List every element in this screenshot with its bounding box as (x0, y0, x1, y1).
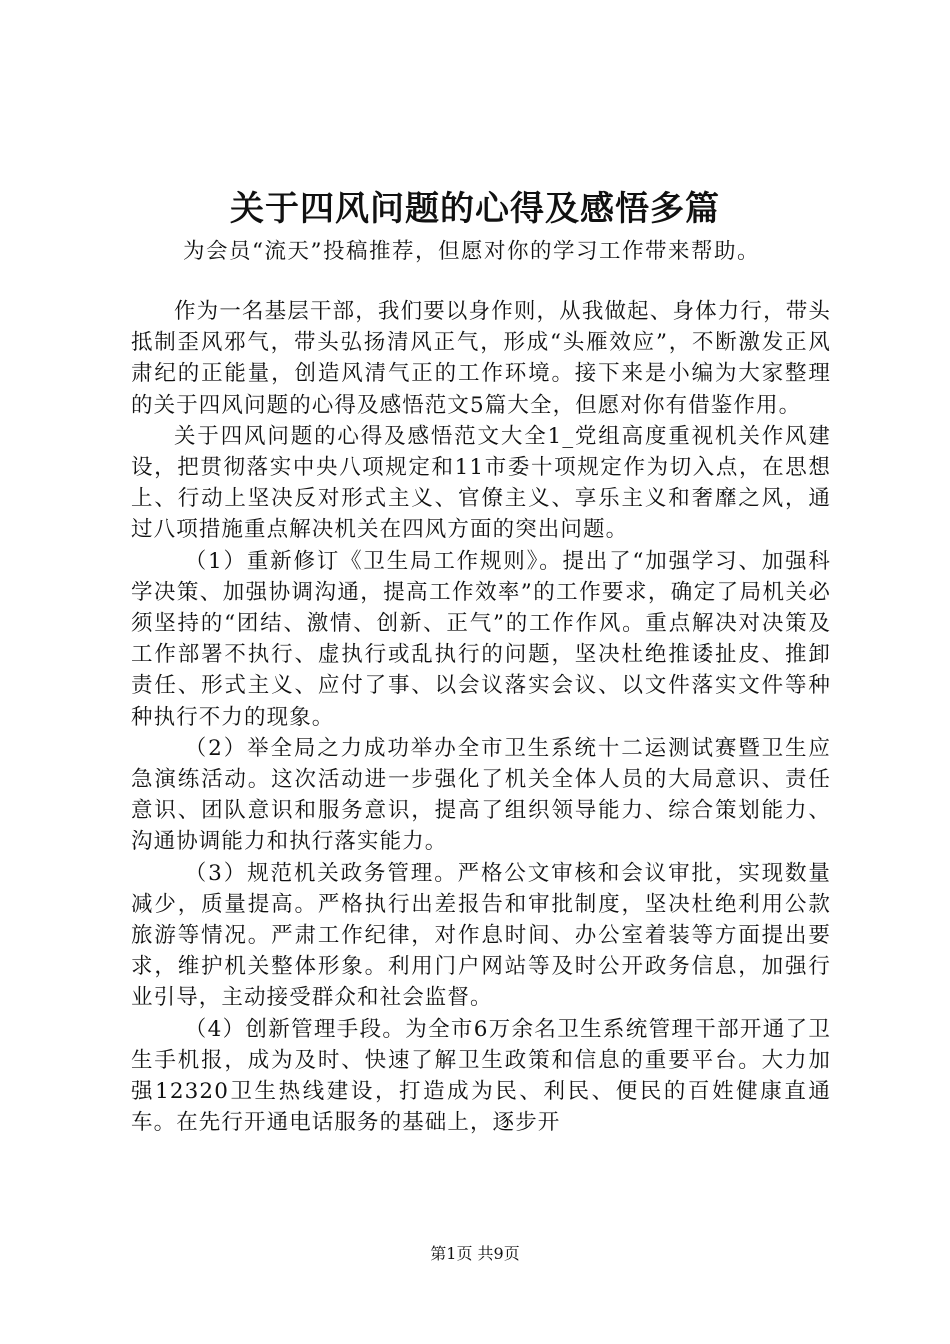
paragraph-intro: 作为一名基层干部，我们要以身作则，从我做起、身体力行，带头抵制歪风邪气，带头弘扬清风正气，形成“头雁效应”，不断激发正风肃纪的正能量，创造风清气正的工作环境。接下来是小编为大家整理的关于四风问题的心得及感悟范文5篇大全，但愿对你有借鉴作用。 (131, 299, 831, 418)
document-title: 关于四风问题的心得及感悟多篇 (230, 189, 720, 229)
document-body (131, 296, 831, 1138)
paragraph-section-1: 关于四风问题的心得及感悟范文大全1_党组高度重视机关作风建设，把贯彻落实中央八项规定和11市委十项规定作为切入点，在思想上、行动上坚决反对形式主义、官僚主义、享乐主义和奢靡之风，通过八项措施重点解决机关在四风方面的突出问题。 (131, 423, 831, 543)
paragraph-item-1: （1）重新修订《卫生局工作规则》。提出了“加强学习、加强科学决策、加强协调沟通，提高工作效率”的工作要求，确定了局机关必须坚持的“团结、激情、创新、正气”的工作作风。重点解决对决策及工作部署不执行、虚执行或乱执行的问题，坚决杜绝推诿扯皮、推卸责任、形式主义、应付了事、以会议落实会议、以文件落实文件等种种执行不力的现象。 (131, 548, 831, 730)
paragraph-item-3: （3）规范机关政务管理。严格公文审核和会议审批，实现数量减少，质量提高。严格执行出差报告和审批制度，坚决杜绝利用公款旅游等情况。严肃工作纪律，对作息时间、办公室着装等方面提出要求，维护机关整体形象。利用门户网站等及时公开政务信息，加强行业引导，主动接受群众和社会监督。 (131, 860, 831, 1011)
page-footer: 第1页 共9页 (430, 1244, 520, 1263)
document-subtitle: 为会员“流天”投稿推荐，但愿对你的学习工作带来帮助。 (183, 239, 760, 264)
paragraph-item-4: （4）创新管理手段。为全市6万余名卫生系统管理干部开通了卫生手机报，成为及时、快速了解卫生政策和信息的重要平台。大力加强12320卫生热线建设，打造成为民、利民、便民的百姓健康直通车。在先行开通电话服务的基础上，逐步开 (131, 1016, 831, 1136)
paragraph-item-2: （2）举全局之力成功举办全市卫生系统十二运测试赛暨卫生应急演练活动。这次活动进一步强化了机关全体人员的大局意识、责任意识、团队意识和服务意识，提高了组织领导能力、综合策划能力、沟通协调能力和执行落实能力。 (131, 735, 831, 855)
